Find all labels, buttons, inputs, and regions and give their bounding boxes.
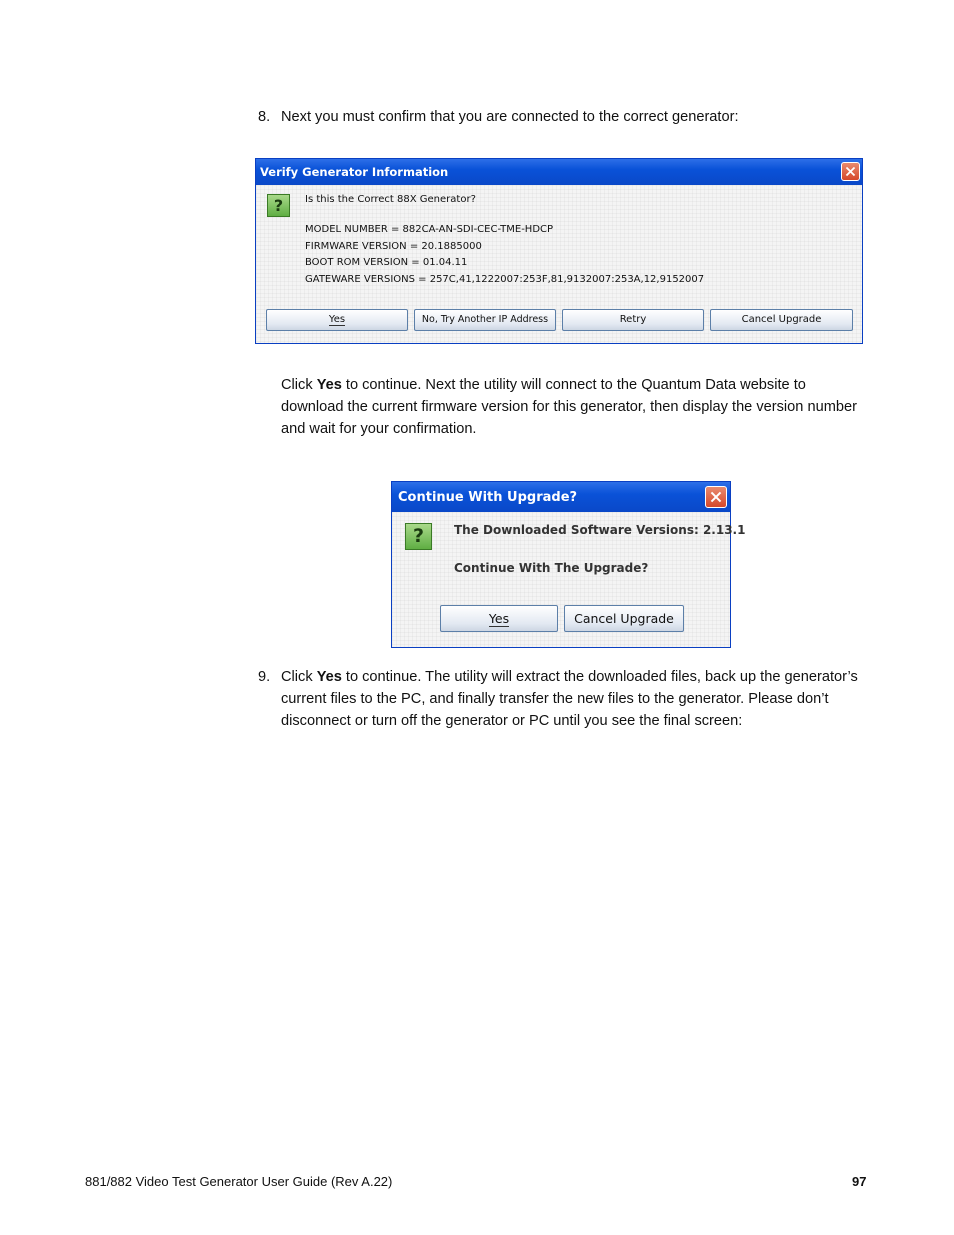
close-icon xyxy=(706,487,726,507)
continue-upgrade-dialog xyxy=(391,481,746,648)
dialog-question: Is this the Correct 88X Generator? xyxy=(305,194,476,205)
dialog-titlebar xyxy=(256,159,862,185)
dialog-title: Verify Generator Information xyxy=(260,165,449,179)
gateware-versions: GATEWARE VERSIONS = 257C,41,1222007:253F,81,9132007:253A,12,9152007 xyxy=(305,274,705,285)
try-another-ip-button[interactable]: No, Try Another IP Address xyxy=(414,309,556,331)
retry-button[interactable]: Retry xyxy=(562,309,704,331)
footer-title: 881/882 Video Test Generator User Guide (Rev A.22) xyxy=(85,1174,393,1189)
yes-button[interactable]: Yes xyxy=(440,605,558,632)
close-icon xyxy=(842,163,859,180)
continue-question: Continue With The Upgrade? xyxy=(454,561,649,575)
dialog-body xyxy=(256,185,862,343)
step-9-text: Click Yes to continue. The utility will extract the downloaded files, back up the generator’s current files to the PC, and finally transfer the new files to the generator. Please don’t disconnect or turn off the generator or PC until you see the final screen: xyxy=(281,669,858,729)
model-number: MODEL NUMBER = 882CA-AN-SDI-CEC-TME-HDCP xyxy=(305,224,554,235)
question-icon: ? xyxy=(267,194,290,217)
step-number: 8. xyxy=(258,109,271,125)
continue-paragraph: Click Yes to continue. Next the utility will connect to the Quantum Data website to download the current firmware version for this generator, then display the version number and wait for your confirmation. xyxy=(281,377,857,437)
downloaded-versions-text: The Downloaded Software Versions: 2.13.1 xyxy=(454,523,746,537)
dialog-body xyxy=(392,512,746,647)
cancel-upgrade-button[interactable]: Cancel Upgrade xyxy=(564,605,684,632)
firmware-version: FIRMWARE VERSION = 20.1885000 xyxy=(305,241,482,252)
yes-button[interactable]: Yes xyxy=(266,309,408,331)
page-number: 97 xyxy=(852,1174,867,1189)
dialog-titlebar xyxy=(392,482,730,512)
cancel-upgrade-button[interactable]: Cancel Upgrade xyxy=(710,309,853,331)
verify-generator-dialog xyxy=(255,158,863,344)
question-icon: ? xyxy=(405,523,432,550)
step-8-text: Next you must confirm that you are connected to the correct generator: xyxy=(281,109,739,125)
step-number: 9. xyxy=(258,669,271,685)
close-button[interactable] xyxy=(841,162,860,181)
dialog-title: Continue With Upgrade? xyxy=(398,490,578,505)
boot-rom-version: BOOT ROM VERSION = 01.04.11 xyxy=(305,257,468,268)
close-button[interactable] xyxy=(705,486,727,508)
